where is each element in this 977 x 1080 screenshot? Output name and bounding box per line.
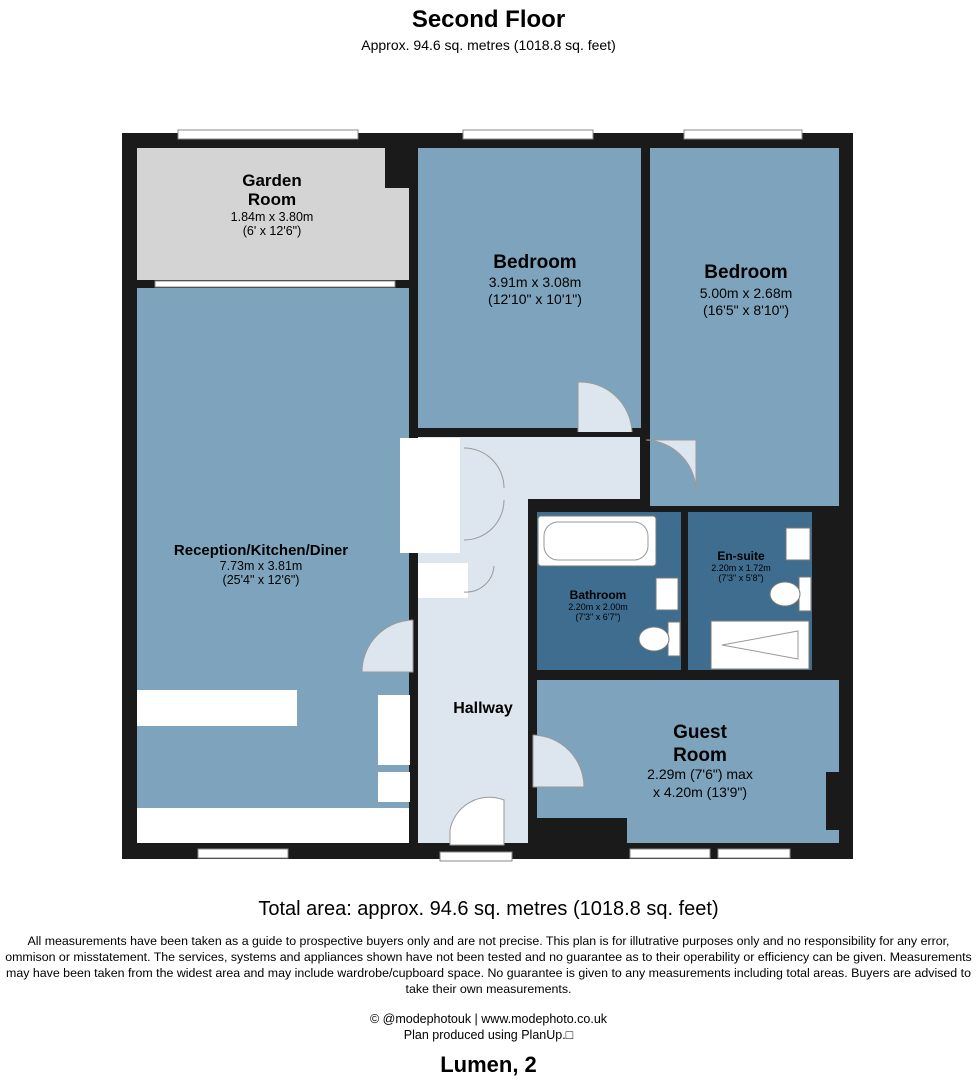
- guest-room-wall-block: [537, 818, 627, 843]
- disclaimer: All measurements have been taken as a guide to prospective buyers only and are not precise. This plan is for illutrative purposes only and no responsibility for any error, ommison or misstatement. The services, systems and appliances shown have not been tested and no guarantee as to their operability or efficiency can be given. Measurements may have been taken from the widest area and may include wardrobe/cupboard space. No guarantee is given to any measurements including total areas. Buyers are advised to take their own measurements.: [5, 934, 972, 996]
- entrance-threshold: [440, 852, 512, 861]
- guest-room-radiator: [826, 772, 839, 830]
- bedroom-2-name: Bedroom: [704, 262, 788, 283]
- reception-dims-ft: (25'4" x 12'6"): [222, 573, 300, 587]
- garden-room-dims-ft: (6' x 12'6"): [242, 224, 302, 238]
- hallway-upper-area: [470, 437, 640, 499]
- ensuite-toilet-cistern: [799, 577, 811, 611]
- guest-room-name-line1: Guest: [673, 722, 727, 743]
- guest-room-name-line2: Room: [673, 745, 727, 766]
- kitchen-counter: [137, 808, 409, 843]
- ensuite-sink: [786, 528, 810, 560]
- window-garden-room: [178, 130, 358, 139]
- bathroom-name: Bathroom: [569, 588, 627, 602]
- garden-room-dims-m: 1.84m x 3.80m: [230, 210, 314, 224]
- ensuite-dims-m: 2.20m x 1.72m: [711, 563, 771, 573]
- hall-store-2: [378, 772, 410, 802]
- window-bedroom-2: [684, 130, 802, 139]
- planup-credit: Plan produced using PlanUp.□: [403, 1028, 574, 1042]
- bedroom-2-dims-ft: (16'5" x 8'10"): [702, 302, 790, 318]
- window-guest-2: [718, 849, 790, 858]
- property-name: Lumen, 2: [440, 1052, 537, 1077]
- ensuite-name: En-suite: [717, 549, 765, 563]
- window-guest-1: [630, 849, 710, 858]
- bathroom-dims-m: 2.20m x 2.00m: [568, 602, 628, 612]
- total-area: Total area: approx. 94.6 sq. metres (1018.8 sq. feet): [258, 898, 719, 920]
- window-reception: [198, 849, 288, 858]
- bathroom-toilet-cistern: [668, 622, 680, 656]
- bedroom-1-name: Bedroom: [493, 252, 577, 273]
- ensuite-toilet: [770, 582, 800, 606]
- bathroom-dims-ft: (7'3" x 6'7"): [575, 612, 621, 622]
- bathroom-sink: [656, 578, 678, 610]
- reception-name: Reception/Kitchen/Diner: [173, 542, 349, 559]
- cupboard-2: [418, 563, 468, 598]
- garden-room-name-line2: Room: [247, 190, 297, 209]
- hallway-name: Hallway: [453, 700, 513, 717]
- guest-room-dims-line2: x 4.20m (13'9"): [652, 784, 748, 800]
- garden-room-name-line1: Garden: [242, 171, 302, 190]
- credit-line: © @modephotouk | www.modephoto.co.uk: [369, 1012, 608, 1026]
- cupboard-1: [400, 438, 460, 553]
- bedroom-1-dims-m: 3.91m x 3.08m: [488, 274, 582, 290]
- shower-tray: [711, 621, 809, 669]
- bathtub-basin: [544, 522, 648, 560]
- wall-pillar: [385, 148, 409, 188]
- reception-dims-m: 7.73m x 3.81m: [219, 559, 303, 573]
- bedroom-2-dims-m: 5.00m x 2.68m: [699, 285, 793, 301]
- floor-title: Second Floor: [411, 6, 566, 33]
- guest-room-dims-line1: 2.29m (7'6") max: [647, 766, 753, 782]
- ensuite-dims-ft: (7'3" x 5'8"): [718, 573, 764, 583]
- sliding-door-garden: [155, 281, 395, 287]
- kitchen-worktop: [137, 690, 297, 726]
- bathroom-toilet: [639, 627, 669, 651]
- window-bedroom-1: [463, 130, 593, 139]
- bedroom-1-dims-ft: (12'10" x 10'1"): [488, 291, 582, 307]
- floor-area-subtitle: Approx. 94.6 sq. metres (1018.8 sq. feet): [361, 37, 616, 53]
- hall-store-1: [378, 695, 410, 765]
